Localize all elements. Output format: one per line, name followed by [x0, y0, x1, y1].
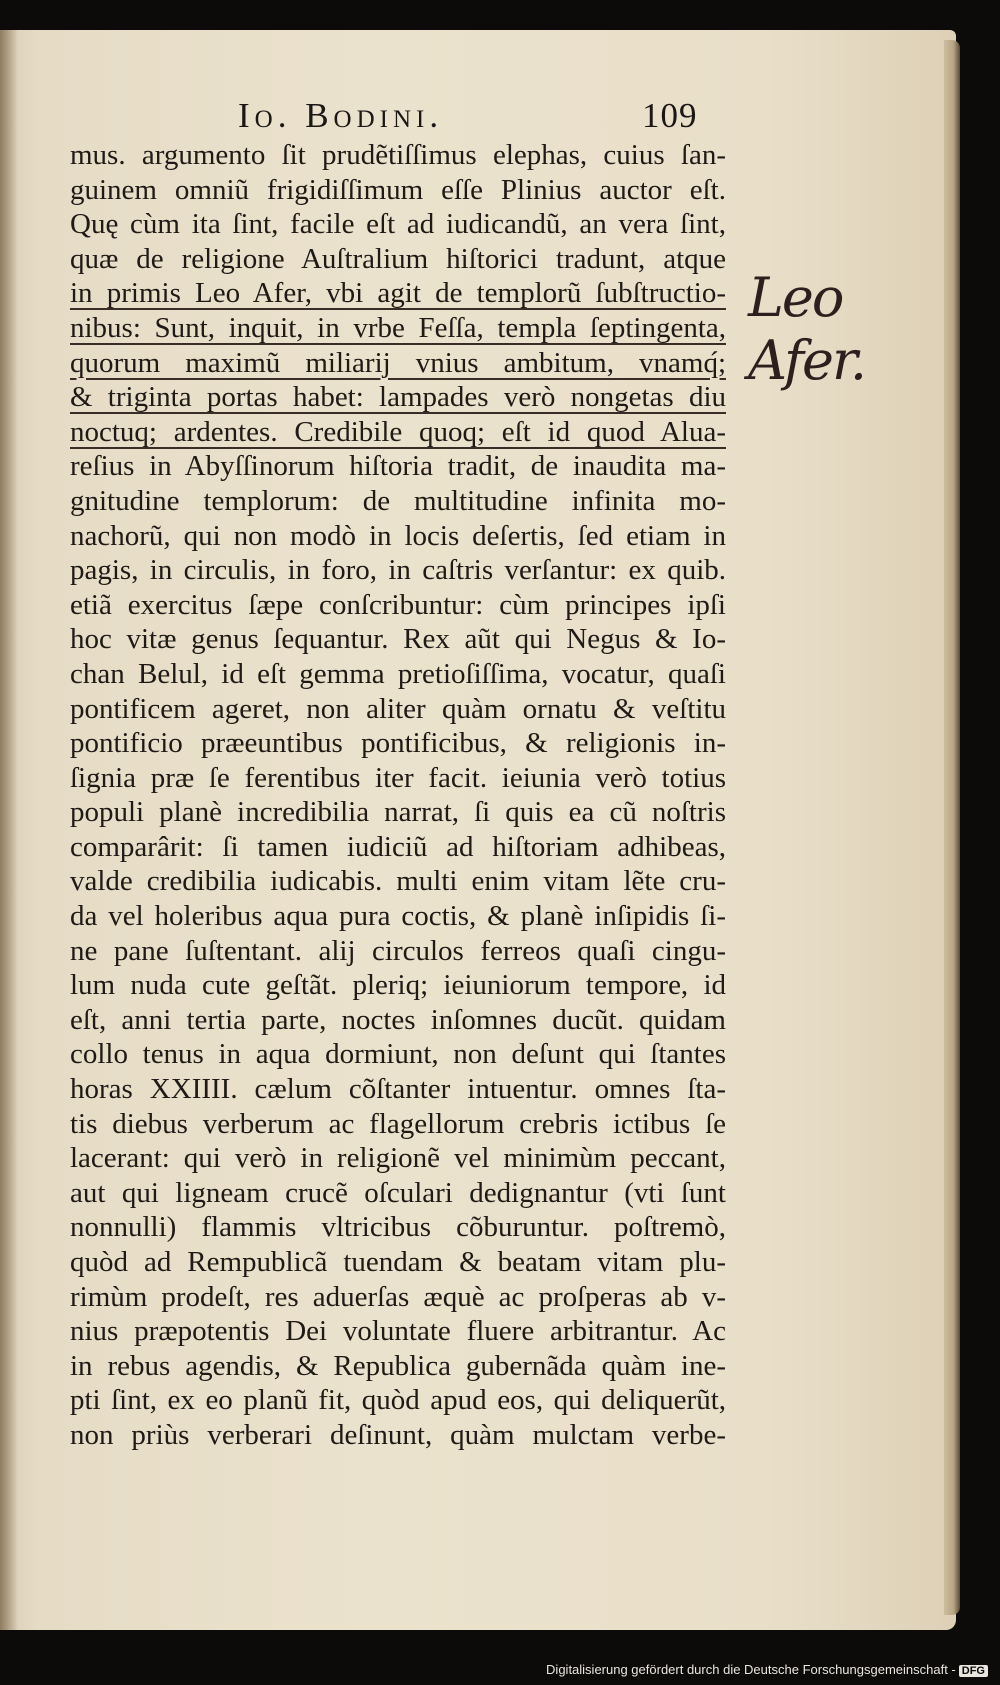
text-line: hoc vitæ genus ſequantur. Rex aũt qui Negus & Io- — [70, 623, 726, 656]
text-line: Quę cùm ita ſint, facile eſt ad iudicandũ, an vera ſint, — [70, 208, 726, 241]
text-line: guinem omniũ frigidiſſimum eſſe Plinius auctor eſt. — [70, 173, 726, 206]
text-line: lum nuda cute geſtãt. pleriq; ieiuniorum tempore, id — [70, 969, 726, 1002]
dfg-logo: DFG — [959, 1665, 988, 1677]
text-line: ſignia præ ſe ferentibus iter facit. ieiunia verò totius — [70, 761, 726, 794]
text-line: quòd ad Rempublicã tuendam & beatam vitam plu- — [70, 1246, 726, 1278]
page-gutter — [0, 30, 18, 1630]
text-line: populi planè incredibilia narrat, ſi quis ea cũ noſtris — [70, 796, 726, 829]
text-line: collo tenus in aqua dormiunt, non deſunt qui ſtantes — [70, 1038, 726, 1071]
text-line: valde credibilia iudicabis. multi enim vitam lẽte cru- — [70, 865, 726, 898]
text-line: & triginta portas habet: lampades verò nongetas diu — [70, 381, 726, 414]
text-line: rimùm prodeſt, res aduerſas æquè ac proſperas ab v- — [70, 1280, 726, 1313]
text-line: ne pane ſuſtentant. alij circulos ferreos quaſi cingu- — [70, 934, 726, 967]
text-line: nonnulli) flammis vltricibus cõburuntur. poſtremò, — [70, 1211, 726, 1244]
running-header — [0, 96, 956, 136]
text-line: tis diebus verberum ac flagellorum crebris ictibus ſe — [70, 1107, 726, 1140]
text-line: mus. argumento ſit prudẽtiſſimus elephas, cuius ſan- — [70, 139, 726, 171]
text-line: etiã exercitus ſæpe conſcribuntur: cùm principes ipſi — [70, 588, 726, 621]
text-line: noctuq; ardentes. Credibile quoq; eſt id quod Alua- — [70, 415, 726, 448]
text-line: comparârit: ſi tamen iudiciũ ad hiſtoriam adhibeas, — [70, 830, 726, 863]
text-line: da vel holeribus aqua pura coctis, & planè inſipidis ſi- — [70, 900, 726, 933]
text-line: aut qui ligneam crucẽ oſculari dedignantur (vti ſunt — [70, 1176, 726, 1209]
text-line: lacerant: qui verò in religionẽ vel minimùm peccant, — [70, 1142, 726, 1175]
text-line: pontificem ageret, non aliter quàm ornatu & veſtitu — [70, 692, 726, 725]
page-edge — [944, 40, 960, 1615]
text-line: non priùs verberari deſinunt, quàm mulctam verbe- — [70, 1418, 726, 1451]
digitization-credit — [542, 1660, 992, 1679]
running-title: Io. Bodini. — [238, 96, 444, 135]
text-line: gnitudine templorum: de multitudine infinita mo- — [70, 484, 726, 517]
text-line: eſt, anni tertia parte, noctes inſomnes ducũt. quidam — [70, 1003, 726, 1036]
credit-text: Digitalisierung gefördert durch die Deutsche Forschungsgemeinschaft - — [546, 1662, 956, 1677]
text-line: nibus: Sunt, inquit, in vrbe Feſſa, templa ſeptingenta, — [70, 311, 726, 344]
body-text — [70, 138, 726, 1453]
text-line: pagis, in circulis, in foro, in caſtris verſantur: ex quib. — [70, 554, 726, 587]
marginal-note-text: Leo Afer. — [748, 266, 866, 392]
text-line: reſius in Abyſſinorum hiſtoria tradit, de inaudita ma- — [70, 450, 726, 483]
text-line: in rebus agendis, & Republica gubernãda quàm ine- — [70, 1349, 726, 1382]
text-line: quæ de religione Auſtralium hiſtorici tradunt, atque — [70, 242, 726, 275]
text-line: in primis Leo Afer, vbi agit de templorũ ſubſtructio- — [70, 277, 726, 310]
text-line: quorum maximũ miliarij vnius ambitum, vnamq́; — [70, 346, 726, 379]
page-number: 109 — [642, 96, 698, 135]
text-line: nachorũ, qui non modò in locis deſertis, ſed etiam in — [70, 519, 726, 552]
marginal-note — [748, 248, 938, 392]
text-line: horas XXIIII. cælum cõſtanter intuentur. omnes ſta- — [70, 1073, 726, 1106]
text-line: pontificio præeuntibus pontificibus, & religionis in- — [70, 727, 726, 760]
text-line: pti ſint, ex eo planũ fit, quòd apud eos, qui deliquerũt, — [70, 1384, 726, 1417]
text-line: nius præpotentis Dei voluntate fluere arbitrantur. Ac — [70, 1315, 726, 1348]
text-line: chan Belul, id eſt gemma pretioſiſſima, vocatur, quaſi — [70, 657, 726, 690]
